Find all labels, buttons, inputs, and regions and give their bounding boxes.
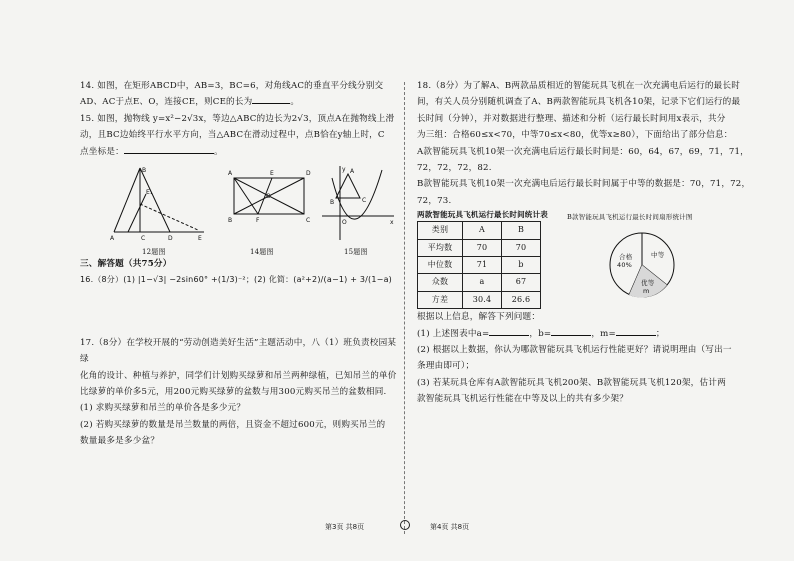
svg-text:B: B	[228, 217, 233, 225]
svg-text:x: x	[390, 219, 394, 227]
stats-area	[417, 209, 752, 309]
svg-text:A: A	[228, 170, 233, 178]
pie-title: B款智能玩具飞机运行最长时间扇形统计图	[567, 213, 693, 222]
question-18-prompt: 根据以上信息，解答下列问题：	[417, 312, 541, 323]
question-18-line2: 间，有关人员分别随机调查了A、B两款智能玩具飞机各10架，记录下它们运行的最	[417, 97, 741, 108]
question-18-line8: 72，73.	[417, 195, 452, 206]
binding-hole-icon	[400, 520, 410, 530]
answer-blank	[124, 144, 214, 154]
svg-text:合格: 合格	[619, 253, 633, 262]
svg-text:A: A	[110, 235, 115, 243]
answer-blank	[252, 94, 290, 104]
left-column	[80, 78, 398, 450]
table-row: 平均数 70 70	[418, 239, 541, 256]
question-18-line6: 72，72，72，82.	[417, 163, 492, 174]
svg-text:B: B	[330, 199, 335, 207]
svg-text:A: A	[350, 168, 355, 176]
question-17-part2-cont: 数量最多是多少盆？	[80, 436, 160, 447]
svg-text:C: C	[141, 235, 146, 243]
question-15-line3: 点坐标是： 。	[80, 144, 398, 160]
stats-table	[417, 221, 541, 309]
svg-text:E: E	[198, 235, 202, 243]
svg-text:C: C	[362, 197, 367, 205]
question-17-line1: 17.（8分）在学校开展的“劳动创造美好生活”主题活动中，八（1）班负责校园某绿	[80, 337, 397, 365]
question-18-part1: (1) 上述图表中a= ，b= ，m= ；	[417, 326, 752, 342]
table-row: 方差 30.4 26.6	[418, 291, 541, 308]
table-row: 中位数 71 b	[418, 257, 541, 274]
figure-14-rectangle	[226, 164, 316, 244]
question-17-part1: (1) 求购买绿萝和吊兰的单价各是多少元？	[80, 403, 246, 414]
figure-12-triangle	[108, 164, 218, 244]
section-3-heading: 三、解答题（共75分）	[80, 259, 172, 270]
svg-text:y: y	[342, 166, 346, 174]
svg-text:D: D	[168, 235, 173, 243]
answer-space	[80, 289, 398, 335]
svg-text:40%: 40%	[617, 261, 633, 270]
page-footer-left: 第3页 共8页	[325, 523, 365, 531]
question-18-line7: B款智能玩具飞机10架一次充满电后运行最长时间属于中等的数据是：70，71，72，	[417, 179, 751, 190]
page-footer-right: 第4页 共8页	[430, 523, 470, 531]
answer-blank-m	[616, 326, 656, 336]
table-title: 两款智能玩具飞机运行最长时间统计表	[417, 210, 548, 220]
question-18-part2-cont: 条理由即可）；	[417, 361, 475, 372]
question-18-line5: A款智能玩具飞机10架一次充满电后运行最长时间是：60，64，67，69，71，71，	[417, 146, 749, 157]
question-17-part2: (2) 若购买绿萝的数量是吊兰数量的两倍，且资金不超过600元，则购买吊兰的	[80, 419, 386, 430]
svg-text:E₁: E₁	[146, 189, 153, 197]
figures-row	[80, 164, 398, 256]
question-17-line2: 化角的设计、种植与养护，同学们计划购买绿萝和吊兰两种绿植，已知吊兰的单价	[80, 370, 397, 381]
question-14: 14. 如图，在矩形ABCD中，AB=3，BC=6，对角线AC的垂直平分线分别交AD、AC于点E、O，连接CE，则CE的长为 。	[80, 81, 384, 108]
question-18-part3: (3) 若某玩具仓库有A款智能玩具飞机200架、B款智能玩具飞机120架，估计两	[417, 377, 726, 388]
table-row: 众数 a 67	[418, 274, 541, 291]
svg-text:D: D	[306, 170, 311, 178]
question-18-part3-cont: 款智能玩具飞机运行性能在中等及以上的共有多少架？	[417, 394, 629, 405]
figure-15-parabola	[318, 164, 398, 246]
svg-text:F: F	[256, 217, 260, 225]
table-header-row: 类别 A B	[418, 222, 541, 239]
pie-chart	[597, 225, 687, 305]
figure-12-caption: 12题图	[142, 248, 166, 257]
question-16: 16.（8分）(1) |1−√3| −2sin60° +(1/3)⁻²；(2) 化简：(a²+2)/(a−1) + 3/(1−a)	[80, 275, 392, 285]
question-17-line3: 比绿萝的单价多5元，用200元购买绿萝的盆数与用300元购买吊兰的盆数相同.	[80, 387, 387, 398]
svg-text:中等: 中等	[651, 251, 665, 260]
answer-blank-a	[489, 326, 529, 336]
question-18-line3: 长时间（分钟），并对数据进行整理、描述和分析（运行最长时间用x表示，共分	[417, 113, 726, 124]
question-18-line4: 为三组：合格60≤x<70，中等70≤x<80，优等x≥80），下面给出了部分信息：	[417, 130, 733, 141]
right-column	[417, 78, 752, 408]
column-divider	[404, 82, 405, 534]
svg-text:O: O	[342, 219, 347, 227]
exam-page	[62, 70, 752, 540]
svg-text:m: m	[643, 287, 650, 296]
svg-text:O: O	[266, 193, 271, 201]
figure-14-caption: 14题图	[250, 248, 274, 257]
question-15-line1: 15. 如图，抛物线 y=x²−2√3x，等边△ABC的边长为2√3，顶点A在抛物线上滑	[80, 113, 395, 124]
question-18-part2: (2) 根据以上数据，你认为哪款智能玩具飞机运行性能更好？请说明理由（写出一	[417, 345, 732, 356]
svg-text:B: B	[142, 167, 147, 175]
figure-15-caption: 15题图	[344, 248, 368, 257]
answer-blank-b	[551, 326, 591, 336]
question-15-line2: 动，且BC边始终平行水平方向，当△ABC在滑动过程中，点B恰在y轴上时，C	[80, 130, 385, 141]
svg-text:优等: 优等	[641, 279, 655, 288]
svg-text:E: E	[270, 170, 274, 178]
svg-text:C: C	[306, 217, 311, 225]
question-18-line1: 18.（8分）为了解A、B两款品质相近的智能玩具飞机在一次充满电后运行的最长时	[417, 81, 741, 91]
